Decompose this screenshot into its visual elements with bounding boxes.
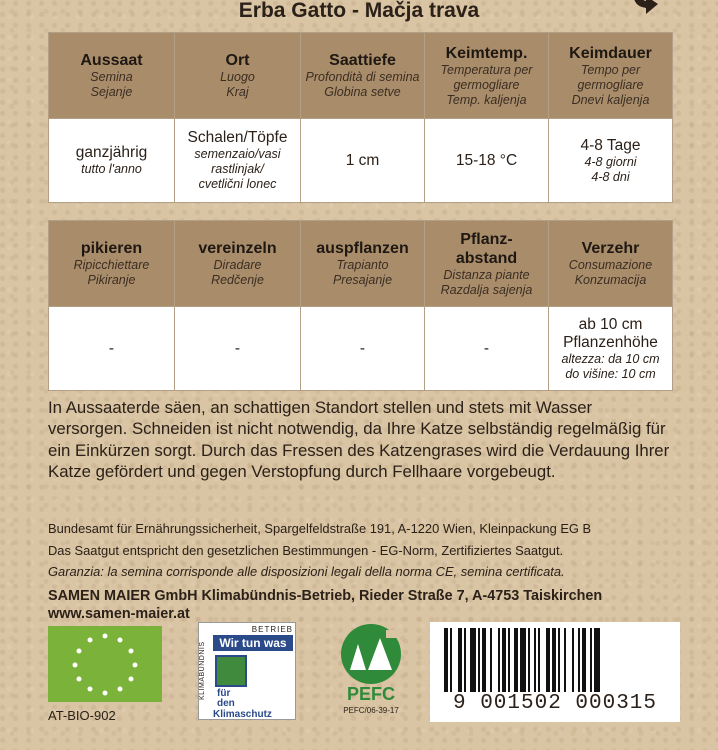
barcode-bar xyxy=(502,628,506,692)
barcode xyxy=(430,622,680,722)
eu-leaf-stars-icon xyxy=(48,626,162,702)
value-keimdauer: 4-8 Tage 4-8 giorni 4-8 dni xyxy=(549,119,673,203)
value-verzehr: ab 10 cm Pflanzenhöhe altezza: da 10 cm do višine: 10 cm xyxy=(549,307,673,391)
value-pflanzabstand: - xyxy=(425,307,549,391)
pefc-code: PEFC/06-39-17 xyxy=(343,706,399,715)
barcode-bars xyxy=(444,628,666,692)
klima-top-text: BETRIEB xyxy=(251,625,293,634)
barcode-bar xyxy=(470,628,476,692)
value-vereinzeln: - xyxy=(175,307,301,391)
barcode-bar xyxy=(514,628,518,692)
header-pflanzabstand: Pflanz- abstand Distanza piante Razdalja sajenja xyxy=(425,221,549,307)
barcode-bar xyxy=(578,628,580,692)
legal-line-3: Garanzia: la semina corrisponde alle disposizioni legali della norma CE, semina certificata. xyxy=(48,564,565,579)
product-title: Erba Gatto - Mačja trava xyxy=(238,0,480,22)
barcode-number: 9 001502 000315 xyxy=(452,692,658,715)
pefc-trees-icon xyxy=(330,622,412,686)
barcode-bar xyxy=(558,628,560,692)
barcode-bar xyxy=(546,628,550,692)
barcode-bar xyxy=(458,628,462,692)
company-website: www.samen-maier.at xyxy=(48,606,190,622)
klima-line-2: für xyxy=(217,688,231,699)
barcode-bar xyxy=(534,628,536,692)
instructions-paragraph: In Aussaaterde säen, an schattigen Standort stellen und stets mit Wasser versorgen. Schneiden ist nicht notwendig, da Ihre Katze selbständig regelmäßig für ein Einkürzen sorgt. Durch das Fressen des Katzengrases wird die Verdauung Ihrer Katze gefördert und gegen Verstopfung durch Fellhaare vorgebeugt. xyxy=(48,398,670,482)
legal-line-2: Das Saatgut entspricht den gesetzlichen Bestimmungen - EG-Norm, Zertifiziertes Saatgut. xyxy=(48,543,564,558)
value-pikieren: - xyxy=(49,307,175,391)
pefc-name: PEFC xyxy=(346,684,395,704)
barcode-bar xyxy=(572,628,574,692)
barcode-bar xyxy=(582,628,586,692)
value-saattiefe: 1 cm xyxy=(301,119,425,203)
barcode-bar xyxy=(482,628,486,692)
header-keimdauer: Keimdauer Tempo per germogliare Dnevi kaljenja xyxy=(549,33,673,119)
pefc-logo xyxy=(330,622,412,720)
barcode-bar xyxy=(552,628,556,692)
header-aussaat: Aussaat Semina Sejanje xyxy=(49,33,175,119)
klima-side-text: KLIMABÜNDNIS xyxy=(199,641,206,701)
legal-line-1: Bundesamt für Ernährungssicherheit, Spargelfeldstraße 191, A-1220 Wien, Kleinpackung EG B xyxy=(48,521,592,536)
barcode-bar xyxy=(520,628,526,692)
value-keimtemp: 15-18 °C xyxy=(425,119,549,203)
value-ort: Schalen/Töpfe semenzaio/vasi rastlinjak/ cvetlični lonec xyxy=(175,119,301,203)
klima-line-3: den xyxy=(217,698,235,709)
value-auspflanzen: - xyxy=(301,307,425,391)
sowing-info-table xyxy=(48,32,673,203)
barcode-bar xyxy=(528,628,530,692)
header-pikieren: pikieren Ripicchiettare Pikiranje xyxy=(49,221,175,307)
klima-slogan: Wir tun was xyxy=(213,635,293,651)
barcode-bar xyxy=(490,628,492,692)
eu-organic-code: AT-BIO-902 xyxy=(48,708,116,723)
header-verzehr: Verzehr Consumazione Konzumacija xyxy=(549,221,673,307)
header-ort: Ort Luogo Kraj xyxy=(175,33,301,119)
barcode-bar xyxy=(564,628,566,692)
company-address: SAMEN MAIER GmbH Klimabündnis-Betrieb, Rieder Straße 7, A-4753 Taiskirchen xyxy=(48,588,603,604)
barcode-bar xyxy=(594,628,600,692)
header-keimtemp: Keimtemp. Temperatura per germogliare Temp. kaljenja xyxy=(425,33,549,119)
recycle-arrow-icon xyxy=(630,0,664,16)
barcode-bar xyxy=(498,628,500,692)
header-saattiefe: Saattiefe Profondità di semina Globina setve xyxy=(301,33,425,119)
header-auspflanzen: auspflanzen Trapianto Presajanje xyxy=(301,221,425,307)
barcode-bar xyxy=(444,628,448,692)
barcode-bar xyxy=(464,628,466,692)
barcode-bar xyxy=(538,628,540,692)
klima-line-4: Klimaschutz xyxy=(213,709,272,720)
barcode-bar xyxy=(450,628,452,692)
globe-icon xyxy=(215,655,247,687)
care-info-table xyxy=(48,220,673,391)
barcode-bar xyxy=(590,628,592,692)
klimabuendnis-logo xyxy=(198,622,296,720)
eu-organic-logo xyxy=(48,626,162,702)
barcode-bar xyxy=(478,628,480,692)
header-vereinzeln: vereinzeln Diradare Redčenje xyxy=(175,221,301,307)
barcode-bar xyxy=(508,628,510,692)
value-aussaat: ganzjährig tutto l'anno xyxy=(49,119,175,203)
